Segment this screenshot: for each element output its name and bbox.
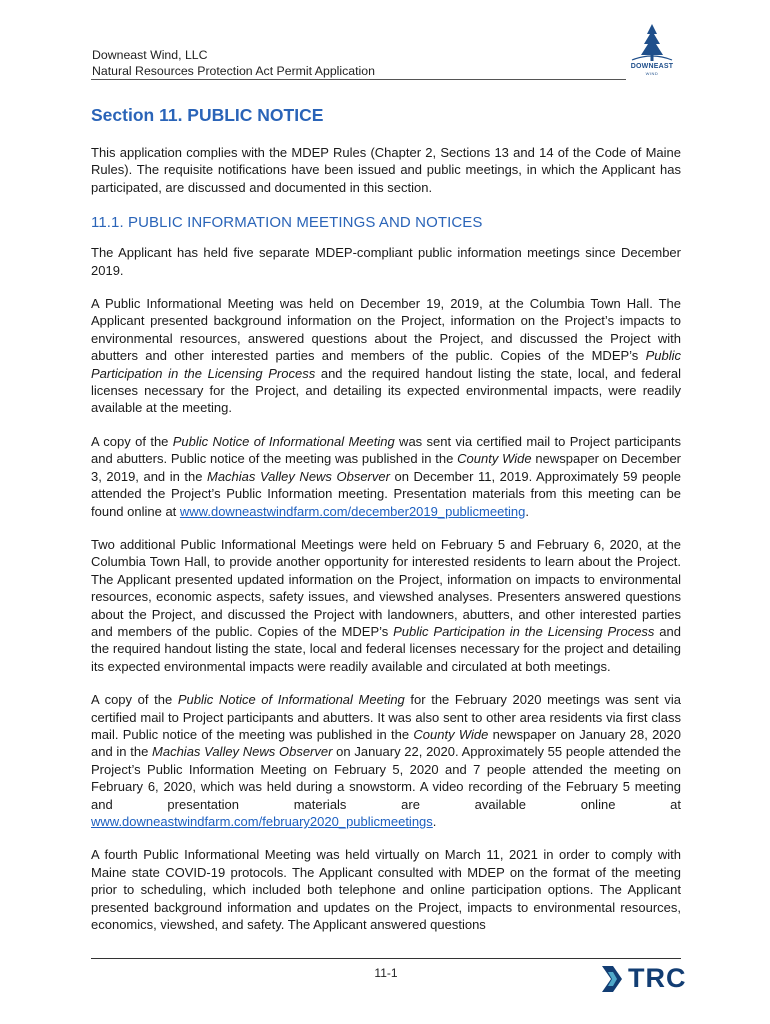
paragraph-4: Two additional Public Informational Meetings were held on February 5 and February 6, 2020, at the Columbia Town Hall, to provide another opportunity for interested residents to learn about the Project. The Applicant presented updated information on the Project, information on impacts to environmental resources, economic aspects, safety issues, and viewshed analyses. Presenters answered questions about the Project, and discussed the Project with landowners, abutters, and other interested parties and members of the public. Copies of the MDEP’s Public Participation in the Licensing Process and the required handout listing the state, local and federal licenses necessary for the project and detailing its expected environmental impacts were readily available and circulated at both meetings. <box>91 536 681 674</box>
paragraph-6: A fourth Public Informational Meeting was held virtually on March 11, 2021 in order to comply with Maine state COVID-19 protocols. The Applicant consulted with MDEP on the format of the meeting prior to scheduling, which included both telephone and online participation options. The Applicant presented background information and updates on the Project, impacts to environmental resources, economics, viewshed, and safety. The Applicant answered questions <box>91 847 681 933</box>
notice-title: Public Notice of Informational Meeting <box>172 433 395 449</box>
header-company: Downeast Wind, LLC <box>92 48 208 62</box>
subsection-title: 11.1. PUBLIC INFORMATION MEETINGS AND NOTICES <box>91 214 483 232</box>
paragraph-1: The Applicant has held five separate MDEP-compliant public information meetings since December 2019. <box>91 245 681 278</box>
december-meeting-link[interactable]: www.downeastwindfarm.com/december2019_publicmeeting <box>179 503 526 519</box>
newspaper-name: County Wide <box>457 451 532 467</box>
publication-title: Public Participation in the Licensing Process <box>91 348 681 381</box>
newspaper-name: Machias Valley News Observer <box>207 468 390 484</box>
paragraph-5: A copy of the Public Notice of Informational Meeting for the February 2020 meetings was sent via certified mail to Project participants and abutters. It was also sent to other area residents via first class mail. Public notice of the meeting was published in the County Wide newspaper on January 28, 2020 and in the Machias Valley News Observer on January 22, 2020. Approximately 55 people attended the Project’s Public Information Meeting on February 5, 2020 and 7 people attended the meeting on February 6, 2020, which was held during a snowstorm. A video recording of the February 5 meeting and presentation materials are available online at www.downeastwindfarm.com/february2020_publicmeetings. <box>91 692 681 829</box>
footer-divider <box>91 958 681 959</box>
header-divider <box>91 79 626 80</box>
paragraph-2: A Public Informational Meeting was held on December 19, 2019, at the Columbia Town Hall. The Applicant presented background information on the Project, information on the Project’s impacts to environmental resources, answered questions about the Project, and discussed the Project with abutters and other interested parties and members of the public. Copies of the MDEP’s Public Participation in the Licensing Process and the required handout listing the state, local, and federal licenses necessary for the Project, and detailing its expected environmental impacts, were readily available at the meeting. <box>91 296 681 416</box>
paragraph-3: A copy of the Public Notice of Informational Meeting was sent via certified mail to Project participants and abutters. Public notice of the meeting was published in the County Wide newspaper on December 3, 2019, and in the Machias Valley News Observer on December 11, 2019. Approximately 59 people attended the Project’s Public Information meeting. Presentation materials from this meeting can be found online at www.downeastwindfarm.com/december2019_publicmeeting. <box>91 433 682 519</box>
trc-chevron-icon <box>600 964 626 994</box>
logo-name: DOWNEAST <box>630 63 674 70</box>
tree-icon <box>626 22 678 64</box>
downeast-wind-logo <box>626 22 678 78</box>
page-number: 11-1 <box>374 966 398 980</box>
logo-tagline: WIND <box>645 71 659 76</box>
document-body <box>91 104 681 949</box>
header-document-title: Natural Resources Protection Act Permit Application <box>92 64 375 78</box>
section-intro: This application complies with the MDEP Rules (Chapter 2, Sections 13 and 14 of the Code of Maine Rules). The requisite notifications have been issued and public meetings, in which the Applicant has participated, are discussed and documented in this section. <box>91 145 681 195</box>
trc-brand-text: TRC <box>628 963 687 993</box>
publication-title: Public Participation in the Licensing Process <box>393 623 655 639</box>
section-title: Section 11. PUBLIC NOTICE <box>91 105 324 125</box>
trc-logo <box>600 960 686 996</box>
newspaper-name: Machias Valley News Observer <box>152 744 333 760</box>
newspaper-name: County Wide <box>413 726 489 742</box>
notice-title: Public Notice of Informational Meeting <box>177 692 405 708</box>
page-header <box>92 47 682 79</box>
february-meeting-link[interactable]: www.downeastwindfarm.com/february2020_publicmeetings <box>91 814 433 829</box>
